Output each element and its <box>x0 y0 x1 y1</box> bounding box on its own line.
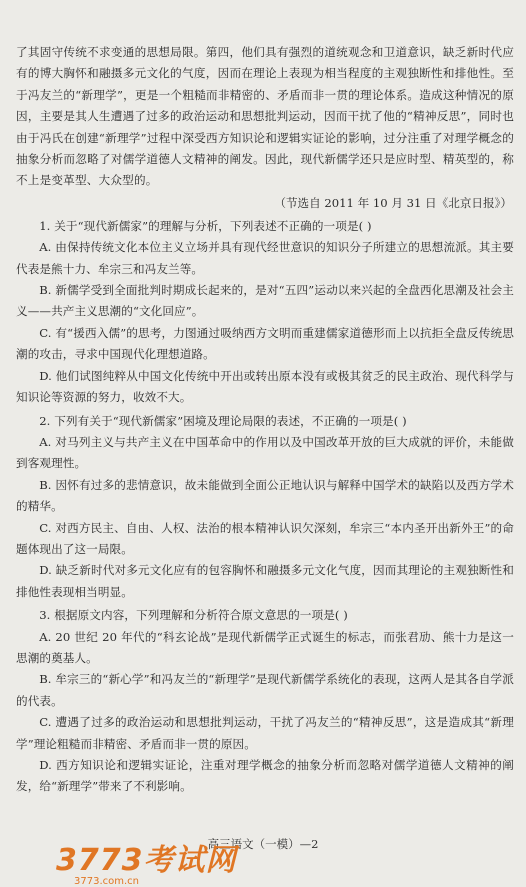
question-option: A. 对马列主义与共产主义在中国革命中的作用以及中国改革开放的巨大成就的评价，未能做到客观理性。 <box>16 434 514 471</box>
question-2 <box>16 411 514 604</box>
watermark-url: 3773.com.cn <box>74 876 139 887</box>
passage-source: （节选自 2011 年 10 月 31 日《北京日报》） <box>274 195 512 210</box>
watermark-brand: 3773考试网 <box>56 843 237 878</box>
question-stem: 2. 下列有关于“现代新儒家”困境及理论局限的表述，不正确的一项是( ) <box>39 413 407 428</box>
passage-paragraph: 了其固守传统不求变通的思想局限。第四，他们具有强烈的道统观念和卫道意识，缺乏新时代应有的博大胸怀和融摄多元文化的气度，因而在理论上表现为相当程度的主观独断性和排他性。至于冯友兰的“新理学”，更是一个粗糙而非精密的、矛盾而非一贯的理论体系。造成这种情况的原因，主要是其人生遭遇了过多的政治运动和思想批判运动，因而干扰了他的“精神反思”，同时也由于冯氏在创建“新理学”过程中深受西方知识论和逻辑实证论的影响，过分注重了对理学概念的抽象分析而忽略了对儒学道德人文精神的阐发。因此，现代新儒学还只是应时型、精英型的，称不上是变革型、大众型的。 <box>16 45 514 188</box>
question-option: D. 西方知识论和逻辑实证论，注重对理学概念的抽象分析而忽略对儒学道德人文精神的阐发，给“新理学”带来了不利影响。 <box>16 758 514 794</box>
exam-content <box>16 42 514 798</box>
question-option: A. 由保持传统文化本位主义立场并具有现代经世意识的知识分子所建立的思想流派。其主要代表是熊十力、牟宗三和冯友兰等。 <box>16 240 514 276</box>
watermark-logo <box>56 843 237 878</box>
question-stem: 1. 关于“现代新儒家”的理解与分析，下列表述不正确的一项是( ) <box>39 218 372 233</box>
question-option: B. 新儒学受到全面批判时期成长起来的，是对“五四”运动以来兴起的全盘西化思潮及社会主义——共产主义思潮的“文化回应”。 <box>16 283 514 319</box>
question-option: D. 他们试图纯粹从中国文化传统中开出或转出原本没有或极其贫乏的民主政治、现代科学与知识论等资源的努力，收效不大。 <box>16 368 514 405</box>
question-option: A. 20 世纪 20 年代的“科玄论战”是现代新儒学正式诞生的标志，而张君劢、熊十力是这一思潮的奠基人。 <box>16 629 514 665</box>
question-option: B. 牟宗三的“新心学”和冯友兰的“新理学”是现代新儒学系统化的表现，这两人是其各自学派的代表。 <box>16 672 514 708</box>
question-option: D. 缺乏新时代对多元文化应有的包容胸怀和融摄多元文化气度，因而其理论的主观独断性和排他性表现相当明显。 <box>16 563 514 599</box>
question-3 <box>16 605 514 798</box>
question-option: C. 有“援西入儒”的思考，力图通过吸纳西方文明而重建儒家道德形而上以抗拒全盘反传统思潮的攻击，寻求中国现代化理想道路。 <box>16 325 514 362</box>
question-1 <box>16 216 514 409</box>
question-option: B. 因怀有过多的悲情意识，故未能做到全面公正地认识与解释中国学术的缺陷以及西方学术的精华。 <box>16 477 514 514</box>
question-option: C. 对西方民主、自由、人权、法治的根本精神认识欠深刻，牟宗三“本内圣开出新外王”的命题体现出了这一局限。 <box>16 520 514 556</box>
question-stem: 3. 根据原文内容，下列理解和分析符合原文意思的一项是( ) <box>39 608 348 623</box>
question-option: C. 遭遇了过多的政治运动和思想批判运动，干扰了冯友兰的“精神反思”，这是造成其“新理学”理论粗糙而非精密、矛盾而非一贯的原因。 <box>16 715 514 751</box>
page-footer: 高三语文（一模）—2 <box>207 837 319 851</box>
